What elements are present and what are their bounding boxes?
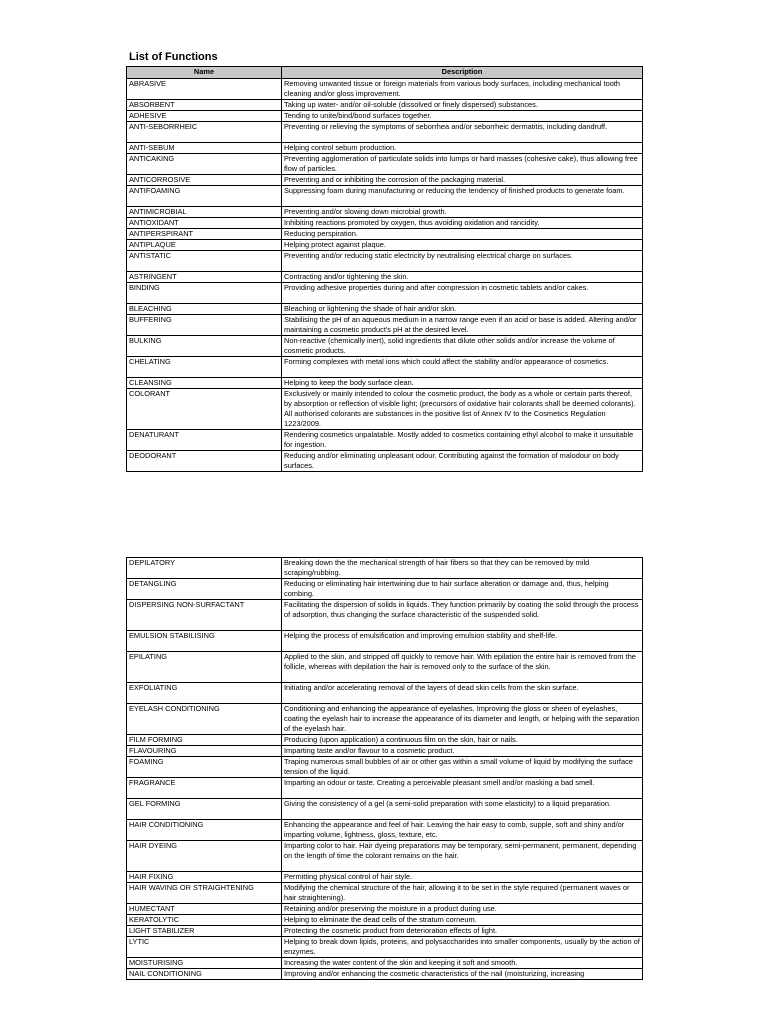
function-name-cell: BLEACHING [127, 304, 282, 315]
table-row [127, 207, 643, 218]
function-description-cell: Non-reactive (chemically inert), solid ingredients that dilute other solids and/or increase the volume of cosmetic products. [282, 336, 643, 357]
function-name-cell: ANTIMICROBIAL [127, 207, 282, 218]
function-name-cell: HAIR DYEING [127, 841, 282, 872]
function-name-cell: DEODORANT [127, 451, 282, 472]
table-row [127, 958, 643, 969]
function-name-cell: ANTI-SEBUM [127, 143, 282, 154]
functions-table-2 [126, 557, 643, 980]
functions-table-1 [126, 66, 643, 472]
function-name-cell: DENATURANT [127, 430, 282, 451]
function-description-cell: Reducing perspiration. [282, 229, 643, 240]
function-name-cell: BULKING [127, 336, 282, 357]
function-name-cell: EPILATING [127, 652, 282, 683]
function-description-cell: Preventing and/or reducing static electricity by neutralising electrical charge on surfaces. [282, 251, 643, 272]
function-name-cell: ANTICORROSIVE [127, 175, 282, 186]
table-row [127, 175, 643, 186]
table-row [127, 757, 643, 778]
table-row [127, 218, 643, 229]
function-name-cell: LYTIC [127, 937, 282, 958]
table-row [127, 631, 643, 652]
function-description-cell: Inhibiting reactions promoted by oxygen, thus avoiding oxidation and rancidity. [282, 218, 643, 229]
table-row [127, 904, 643, 915]
function-name-cell: COLORANT [127, 389, 282, 430]
function-description-cell: Enhancing the appearance and feel of hair. Leaving the hair easy to comb, supple, soft and shiny and/or imparting volume, lightness, gloss, texture, etc. [282, 820, 643, 841]
function-name-cell: DEPILATORY [127, 558, 282, 579]
table-row [127, 143, 643, 154]
function-name-cell: ASTRINGENT [127, 272, 282, 283]
function-description-cell: Imparting color to hair. Hair dyeing preparations may be temporary, semi-permanent, permanent, depending on the length of time the colorant remains on the hair. [282, 841, 643, 872]
function-description-cell: Traping numerous small bubbles of air or other gas within a small volume of liquid by modifying the surface tension of the liquid. [282, 757, 643, 778]
table-row [127, 154, 643, 175]
table-row [127, 79, 643, 100]
function-name-cell: FRAGRANCE [127, 778, 282, 799]
function-name-cell: DISPERSING NON-SURFACTANT [127, 600, 282, 631]
function-description-cell: Rendering cosmetics unpalatable. Mostly added to cosmetics containing ethyl alcohol to make it unsuitable for ingestion. [282, 430, 643, 451]
function-name-cell: LIGHT STABILIZER [127, 926, 282, 937]
function-name-cell: HUMECTANT [127, 904, 282, 915]
table-row [127, 251, 643, 272]
table-row [127, 841, 643, 872]
table-row [127, 704, 643, 735]
function-description-cell: Facilitating the dispersion of solids in liquids. They function primarily by coating the solid through the process of adsorption, thus changing the surface characteristic of the suspended solid. [282, 600, 643, 631]
function-name-cell: ANTI-SEBORRHEIC [127, 122, 282, 143]
function-description-cell: Increasing the water content of the skin and keeping it soft and smooth. [282, 958, 643, 969]
table-row [127, 600, 643, 631]
table-row [127, 683, 643, 704]
table-row [127, 304, 643, 315]
function-description-cell: Helping to keep the body surface clean. [282, 378, 643, 389]
table-row [127, 746, 643, 757]
table-row [127, 872, 643, 883]
function-name-cell: ABSORBENT [127, 100, 282, 111]
function-name-cell: ANTICAKING [127, 154, 282, 175]
function-name-cell: HAIR WAVING OR STRAIGHTENING [127, 883, 282, 904]
function-description-cell: Retaining and/or preserving the moisture in a product during use. [282, 904, 643, 915]
function-description-cell: Stabilising the pH of an aqueous medium in a narrow range even if an acid or base is added. Altering and/or maintaining a cosmetic product's pH at the desired level. [282, 315, 643, 336]
function-name-cell: CLEANSING [127, 378, 282, 389]
table-body-2 [127, 558, 643, 980]
function-name-cell: ANTIPLAQUE [127, 240, 282, 251]
function-name-cell: ANTIOXIDANT [127, 218, 282, 229]
page-title: List of Functions [129, 51, 218, 63]
table-body-1 [127, 79, 643, 472]
function-name-cell: NAIL CONDITIONING [127, 969, 282, 980]
function-description-cell: Conditioning and enhancing the appearance of eyelashes. Improving the gloss or sheen of eyelashes, coating the eyelash hair to increase the appearance of its diameter and length, or helping with the separation of the eyelash hair. [282, 704, 643, 735]
function-description-cell: Improving and/or enhancing the cosmetic characteristics of the nail (moisturizing, increasing [282, 969, 643, 980]
column-header-name: Name [127, 67, 282, 79]
table-row [127, 969, 643, 980]
function-name-cell: EMULSION STABILISING [127, 631, 282, 652]
function-description-cell: Suppressing foam during manufacturing or reducing the tendency of finished products to generate foam. [282, 186, 643, 207]
function-description-cell: Modifying the chemical structure of the hair, allowing it to be set in the style required (permanent waves or hair straightening). [282, 883, 643, 904]
function-description-cell: Imparting taste and/or flavour to a cosmetic product. [282, 746, 643, 757]
function-name-cell: FLAVOURING [127, 746, 282, 757]
table-row [127, 735, 643, 746]
table-row [127, 926, 643, 937]
function-description-cell: Helping the process of emulsification and improving emulsion stability and shelf-life. [282, 631, 643, 652]
table-row [127, 579, 643, 600]
function-description-cell: Protecting the cosmetic product from deterioration effects of light. [282, 926, 643, 937]
function-description-cell: Preventing and/or slowing down microbial growth. [282, 207, 643, 218]
table-row [127, 389, 643, 430]
function-name-cell: HAIR FIXING [127, 872, 282, 883]
function-description-cell: Imparting an odour or taste. Creating a perceivable pleasant smell and/or masking a bad smell. [282, 778, 643, 799]
function-description-cell: Reducing or eliminating hair intertwining due to hair surface alteration or damage and, thus, helping combing. [282, 579, 643, 600]
function-name-cell: HAIR CONDITIONING [127, 820, 282, 841]
function-description-cell: Initiating and/or accelerating removal of the layers of dead skin cells from the skin surface. [282, 683, 643, 704]
function-description-cell: Helping to eliminate the dead cells of the stratum corneum. [282, 915, 643, 926]
function-name-cell: ABRASIVE [127, 79, 282, 100]
column-header-description: Description [282, 67, 643, 79]
function-description-cell: Helping control sebum production. [282, 143, 643, 154]
table-row [127, 451, 643, 472]
table-row [127, 111, 643, 122]
function-name-cell: BINDING [127, 283, 282, 304]
function-description-cell: Tending to unite/bind/bond surfaces together. [282, 111, 643, 122]
table-row [127, 336, 643, 357]
function-name-cell: MOISTURISING [127, 958, 282, 969]
function-name-cell: EYELASH CONDITIONING [127, 704, 282, 735]
function-description-cell: Permitting physical control of hair style. [282, 872, 643, 883]
table-row [127, 229, 643, 240]
table-row [127, 357, 643, 378]
function-name-cell: EXFOLIATING [127, 683, 282, 704]
table-row [127, 272, 643, 283]
table-row [127, 283, 643, 304]
table-row [127, 186, 643, 207]
table-row [127, 799, 643, 820]
function-description-cell: Exclusively or mainly intended to colour the cosmetic product, the body as a whole or certain parts thereof, by absorption or reflection of visible light; (precursors of oxidative hair colorants shall be deemed colorants). All authorised colorants are substances in the positive list of Annex IV to the Cosmetics Regulation 1223/2009. [282, 389, 643, 430]
function-name-cell: FOAMING [127, 757, 282, 778]
function-name-cell: FILM FORMING [127, 735, 282, 746]
table-row [127, 883, 643, 904]
table-row [127, 820, 643, 841]
function-name-cell: GEL FORMING [127, 799, 282, 820]
function-description-cell: Preventing or relieving the symptoms of seborrhea and/or seborrheic dermatitis, including dandruff. [282, 122, 643, 143]
table-row [127, 915, 643, 926]
table-row [127, 652, 643, 683]
function-name-cell: ADHESIVE [127, 111, 282, 122]
function-description-cell: Preventing and or inhibiting the corrosion of the packaging material. [282, 175, 643, 186]
function-description-cell: Applied to the skin, and stripped off quickly to remove hair. With epilation the entire hair is removed from the follicle, whereas with depilation the hair is removed only to the surface of the skin. [282, 652, 643, 683]
function-description-cell: Preventing agglomeration of particulate solids into lumps or hard masses (cohesive cake), thus allowing free flow of particles. [282, 154, 643, 175]
function-name-cell: DETANGLING [127, 579, 282, 600]
function-description-cell: Producing (upon application) a continuous film on the skin, hair or nails. [282, 735, 643, 746]
function-name-cell: BUFFERING [127, 315, 282, 336]
function-description-cell: Removing unwanted tissue or foreign materials from various body surfaces, including mechanical tooth cleaning and/or gloss improvement. [282, 79, 643, 100]
table-row [127, 240, 643, 251]
function-name-cell: ANTIPERSPIRANT [127, 229, 282, 240]
table-row [127, 937, 643, 958]
function-description-cell: Bleaching or lightening the shade of hair and/or skin. [282, 304, 643, 315]
function-description-cell: Helping protect against plaque. [282, 240, 643, 251]
table-row [127, 430, 643, 451]
function-name-cell: ANTISTATIC [127, 251, 282, 272]
function-name-cell: KERATOLYTIC [127, 915, 282, 926]
function-description-cell: Forming complexes with metal ions which could affect the stability and/or appearance of cosmetics. [282, 357, 643, 378]
function-description-cell: Giving the consistency of a gel (a semi-solid preparation with some elasticity) to a liquid preparation. [282, 799, 643, 820]
table-row [127, 100, 643, 111]
function-description-cell: Reducing and/or eliminating unpleasant odour. Contributing against the formation of malodour on body surfaces. [282, 451, 643, 472]
function-description-cell: Taking up water- and/or oil-soluble (dissolved or finely dispersed) substances. [282, 100, 643, 111]
table-row [127, 378, 643, 389]
function-description-cell: Contracting and/or tightening the skin. [282, 272, 643, 283]
table-row [127, 778, 643, 799]
table-row [127, 558, 643, 579]
function-description-cell: Breaking down the the mechanical strength of hair fibers so that they can be removed by mild scraping/rubbing. [282, 558, 643, 579]
table-row [127, 315, 643, 336]
function-name-cell: CHELATING [127, 357, 282, 378]
function-description-cell: Providing adhesive properties during and after compression in cosmetic tablets and/or cakes. [282, 283, 643, 304]
function-description-cell: Helping to break down lipids, proteins, and polysaccharides into smaller components, usually by the action of enzymes. [282, 937, 643, 958]
function-name-cell: ANTIFOAMING [127, 186, 282, 207]
table-row [127, 122, 643, 143]
